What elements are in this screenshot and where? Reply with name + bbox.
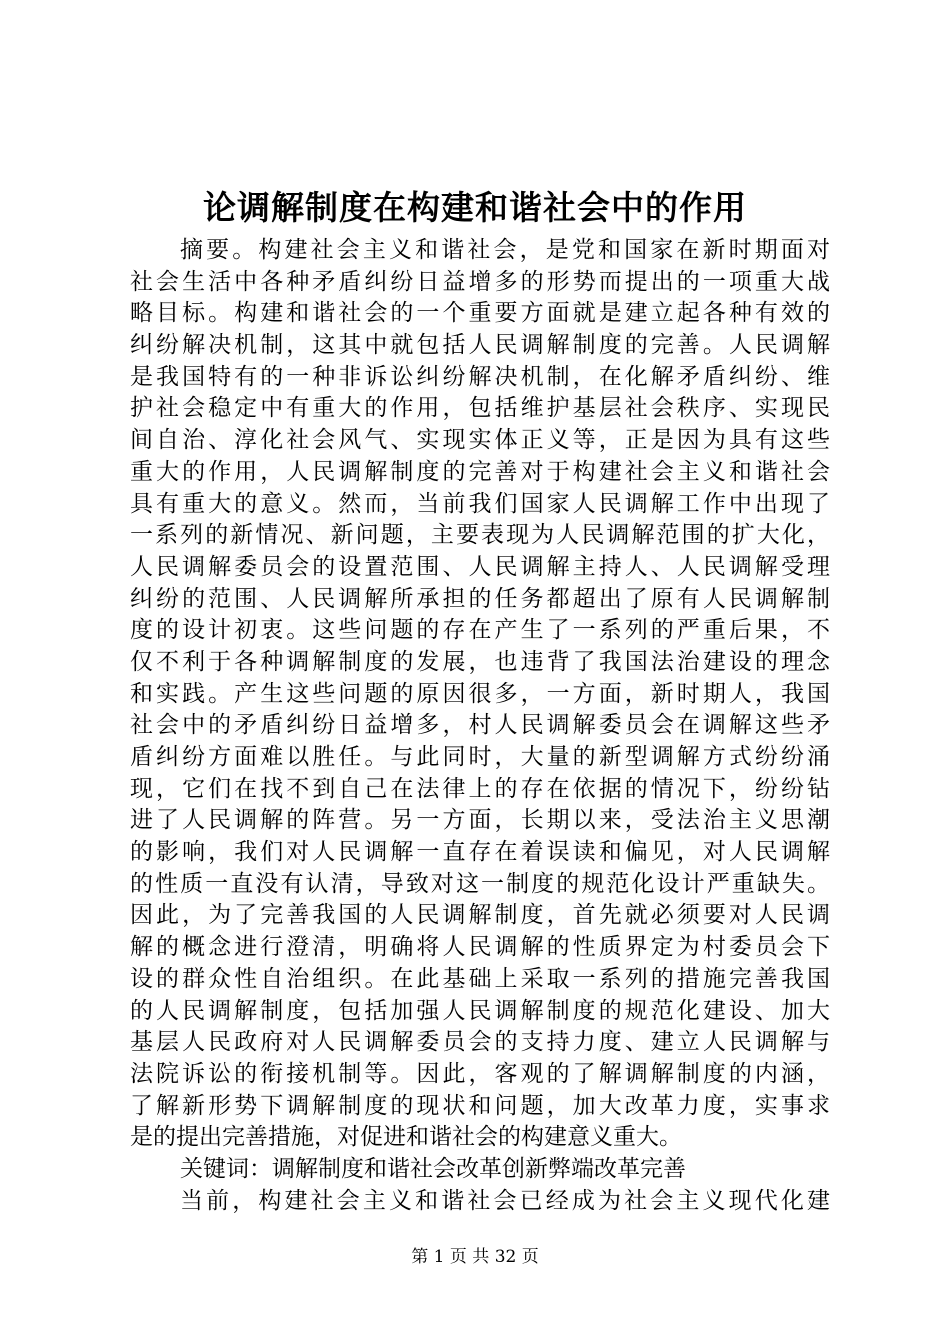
abstract-line: 了解新形势下调解制度的现状和问题，加大改革力度，实事求: [130, 1092, 830, 1119]
abstract-line: 设的群众性自治组织。在此基础上采取一系列的措施完善我国: [130, 965, 830, 992]
abstract-line: 摘要。构建社会主义和谐社会，是党和国家在新时期面对: [180, 237, 830, 263]
abstract-line: 略目标。构建和谐社会的一个重要方面就是建立起各种有效的: [130, 300, 830, 327]
intro-paragraph-line: 当前，构建社会主义和谐社会已经成为社会主义现代化建: [180, 1187, 830, 1214]
abstract-line: 社会中的矛盾纠纷日益增多，村人民调解委员会在调解这些矛: [130, 712, 830, 739]
abstract-line: 是我国特有的一种非诉讼纠纷解决机制，在化解矛盾纠纷、维: [130, 363, 830, 390]
abstract-line: 纠纷的范围、人民调解所承担的任务都超出了原有人民调解制: [130, 585, 830, 612]
abstract-line: 仅不利于各种调解制度的发展，也违背了我国法治建设的理念: [130, 648, 830, 675]
abstract-line: 间自治、淳化社会风气、实现实体正义等，正是因为具有这些: [130, 427, 830, 454]
abstract-line: 度的设计初衷。这些问题的存在产生了一系列的严重后果，不: [130, 617, 830, 644]
abstract-line: 进了人民调解的阵营。另一方面，长期以来，受法治主义思潮: [130, 807, 830, 834]
abstract-line: 具有重大的意义。然而，当前我们国家人民调解工作中出现了: [130, 490, 830, 517]
document-title: 论调解制度在构建和谐社会中的作用: [203, 188, 747, 227]
abstract-line: 的性质一直没有认清，导致对这一制度的规范化设计严重缺失。: [130, 870, 830, 897]
abstract-line: 的影响，我们对人民调解一直存在着误读和偏见，对人民调解: [130, 839, 830, 866]
abstract-line: 因此，为了完善我国的人民调解制度，首先就必须要对人民调: [130, 902, 830, 929]
abstract-line: 护社会稳定中有重大的作用，包括维护基层社会秩序、实现民: [130, 395, 830, 422]
abstract-line: 人民调解委员会的设置范围、人民调解主持人、人民调解受理: [130, 553, 830, 580]
abstract-line: 现，它们在找不到自己在法律上的存在依据的情况下，纷纷钻: [130, 775, 830, 802]
abstract-line: 解的概念进行澄清，明确将人民调解的性质界定为村委员会下: [130, 934, 830, 961]
abstract-line: 社会生活中各种矛盾纠纷日益增多的形势而提出的一项重大战: [130, 268, 830, 295]
document-body: [130, 235, 830, 1217]
abstract-line: 盾纠纷方面难以胜任。与此同时，大量的新型调解方式纷纷涌: [130, 744, 830, 770]
abstract-line: 和实践。产生这些问题的原因很多，一方面，新时期人，我国: [130, 680, 830, 707]
abstract-line: 重大的作用，人民调解制度的完善对于构建社会主义和谐社会: [130, 458, 830, 485]
abstract-line: 法院诉讼的衔接机制等。因此，客观的了解调解制度的内涵，: [130, 1060, 830, 1087]
abstract-line: 是的提出完善措施，对促进和谐社会的构建意义重大。: [130, 1124, 682, 1151]
keywords-line: 关键词：调解制度和谐社会改革创新弊端改革完善: [180, 1155, 686, 1182]
abstract-line: 一系列的新情况、新问题，主要表现为人民调解范围的扩大化，: [130, 522, 830, 549]
abstract-line: 的人民调解制度，包括加强人民调解制度的规范化建设、加大: [130, 997, 830, 1024]
abstract-line: 基层人民政府对人民调解委员会的支持力度、建立人民调解与: [130, 1029, 830, 1056]
page-footer: 第 1 页 共 32 页: [411, 1247, 539, 1267]
abstract-line: 纠纷解决机制，这其中就包括人民调解制度的完善。人民调解: [130, 332, 830, 359]
